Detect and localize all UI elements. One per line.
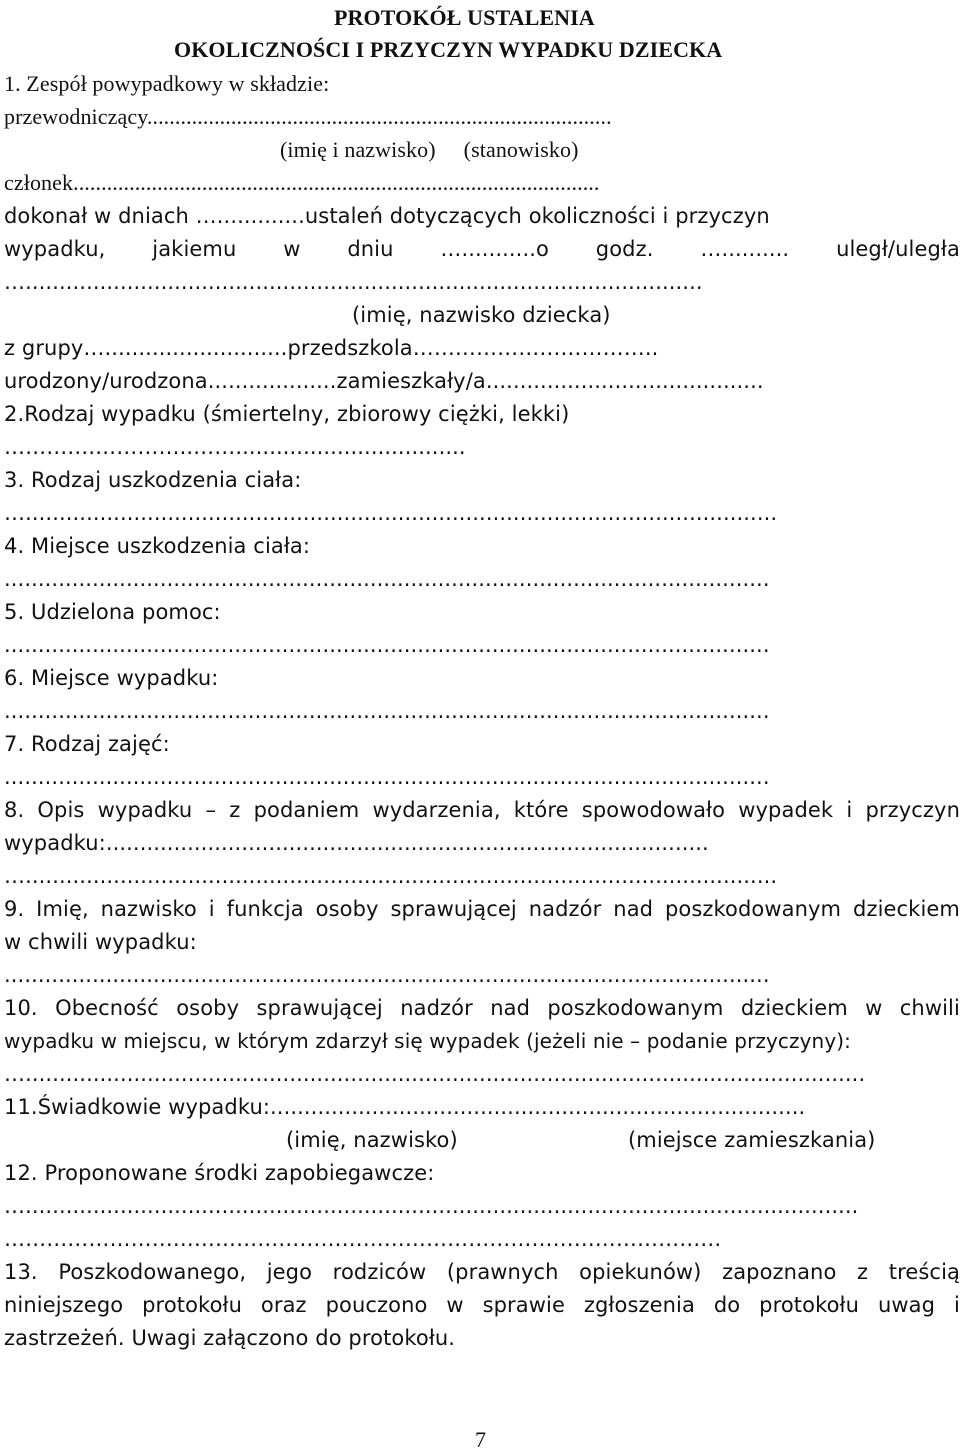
word: i — [846, 798, 853, 822]
section-3-heading: 3. Rodzaj uszkodzenia ciała: — [4, 468, 302, 492]
word: uległ/uległa — [836, 237, 960, 261]
word: 8. — [4, 798, 25, 822]
section-8-heading — [4, 794, 960, 826]
section-9-line-2: w chwili wypadku: — [4, 930, 197, 954]
word: jakiemu — [152, 237, 237, 261]
word: podaniem — [253, 798, 360, 822]
word: funkcja — [226, 897, 304, 921]
word: wydarzenia, — [372, 798, 501, 822]
word: w — [283, 237, 301, 261]
word: które — [513, 798, 569, 822]
word: z — [857, 1260, 869, 1284]
word: 13. — [4, 1260, 38, 1284]
section-3-field: …............................................................................................................... — [4, 501, 778, 525]
word: wypadek — [738, 798, 834, 822]
word: pouczono — [325, 1293, 428, 1317]
word: niniejszego — [4, 1293, 124, 1317]
word: Poszkodowanego, — [58, 1260, 247, 1284]
word: spowodowało — [581, 798, 726, 822]
section-4-heading: 4. Miejsce uszkodzenia ciała: — [4, 534, 311, 558]
born-line: urodzony/urodzona...................zamieszkały/a......................................... — [4, 369, 764, 393]
word: protokołu — [142, 1293, 242, 1317]
word: protokołu — [759, 1293, 860, 1317]
section-7-heading: 7. Rodzaj zajęć: — [4, 732, 170, 756]
word: godz. — [595, 237, 654, 261]
accident-date-line — [4, 233, 960, 265]
section-13-line-3: zastrzeżeń. Uwagi załączono do protokołu. — [4, 1326, 456, 1350]
section-12-field-1: …........................................................................................................................... — [4, 1194, 859, 1218]
word: treścią — [888, 1260, 960, 1284]
word: Obecność — [55, 996, 159, 1020]
section-2-field: ………….…………..…….................................. — [4, 435, 466, 459]
child-name-field: ….................................................................................................... — [4, 270, 703, 294]
word: w — [446, 1293, 464, 1317]
group-line: z grupy…...........................przedszkola…………………………….. — [4, 336, 659, 360]
word: poszkodowanym — [665, 897, 842, 921]
section-6-heading: 6. Miejsce wypadku: — [4, 666, 219, 690]
word: Opis — [37, 798, 85, 822]
word: 10. — [4, 996, 38, 1020]
section-9-field: ................................................................................................................. — [4, 963, 770, 987]
word: rodziców — [332, 1260, 427, 1284]
chairperson-caption: (imię i nazwisko) (stanowisko) — [280, 137, 579, 162]
section-9-heading — [4, 893, 960, 925]
word: osoby — [315, 897, 379, 921]
team-heading: 1. Zespół powypadkowy w składzie: — [4, 71, 330, 96]
word: ….......... — [700, 237, 790, 261]
word: z — [229, 798, 241, 822]
section-10-heading — [4, 992, 960, 1024]
section-12-heading: 12. Proponowane środki zapobiegawcze: — [4, 1161, 435, 1185]
word: dniu — [347, 237, 394, 261]
section-6-field: ................................................................................................................. — [4, 699, 770, 723]
section-10-field: …............................................................................................................................ — [4, 1062, 866, 1086]
page-number: 7 — [475, 1427, 487, 1452]
section-7-field: ................................................................................................................. — [4, 765, 770, 789]
word: i — [953, 1293, 960, 1317]
word: chwili — [899, 996, 960, 1020]
word: poszkodowanym — [547, 996, 724, 1020]
word: nad — [490, 996, 530, 1020]
word: 9. — [4, 897, 25, 921]
word: sprawującej — [256, 996, 383, 1020]
word: Imię, — [36, 897, 89, 921]
word: zapoznano — [722, 1260, 837, 1284]
member-field: członek.............................................................................................. — [4, 170, 600, 195]
section-11-caption-name: (imię, nazwisko) — [286, 1128, 458, 1152]
word: sprawującej — [390, 897, 517, 921]
section-4-field: ................................................................................................................. — [4, 567, 770, 591]
word: opiekunów) — [579, 1260, 702, 1284]
word: jego — [266, 1260, 313, 1284]
word: nad — [613, 897, 654, 921]
word: uwag — [877, 1293, 936, 1317]
word: oraz — [260, 1293, 307, 1317]
section-11-caption-address: (miejsce zamieszkania) — [628, 1128, 876, 1152]
section-5-heading: 5. Udzielona pomoc: — [4, 600, 221, 624]
section-11-heading: 11.Świadkowie wypadku:............................................................................... — [4, 1095, 806, 1119]
word: nadzór — [400, 996, 473, 1020]
word: dzieckiem — [853, 897, 960, 921]
word: dzieckiem — [740, 996, 848, 1020]
section-2-heading: 2.Rodzaj wypadku (śmiertelny, zbiorowy ciężki, lekki) — [4, 402, 570, 426]
word: wypadku, — [4, 237, 106, 261]
title-line-2: OKOLICZNOŚCI I PRZYCZYN WYPADKU DZIECKA — [174, 37, 723, 62]
section-8-field: …............................................................................................................... — [4, 864, 778, 888]
word: zgłoszenia — [583, 1293, 695, 1317]
section-8-line-2: wypadku:......................................................................................... — [4, 831, 709, 855]
section-12-field-2: ………………………………………………………………………………………… — [4, 1227, 722, 1251]
word: w — [865, 996, 883, 1020]
word: wypadku — [97, 798, 193, 822]
word: …...........o — [440, 237, 549, 261]
section-13-line-1 — [4, 1256, 960, 1288]
word: nazwisko — [100, 897, 197, 921]
word: przyczyn — [865, 798, 960, 822]
word: sprawie — [482, 1293, 565, 1317]
dates-line: dokonał w dniach ….............ustaleń dotyczących okoliczności i przyczyn — [4, 204, 770, 228]
section-13-line-2 — [4, 1289, 960, 1321]
word: (prawnych — [446, 1260, 559, 1284]
section-10-line-2: wypadku w miejscu, w którym zdarzył się wypadek (jeżeli nie – podanie przyczyny): — [4, 1029, 852, 1053]
word: do — [713, 1293, 741, 1317]
word: i — [208, 897, 215, 921]
title-line-1: PROTOKÓŁ USTALENIA — [334, 5, 595, 30]
section-5-field: ................................................................................................................. — [4, 633, 770, 657]
word: – — [205, 798, 217, 822]
word: osoby — [176, 996, 240, 1020]
chairperson-field: przewodniczący................................................................................... — [4, 104, 612, 129]
child-name-caption: (imię, nazwisko dziecka) — [352, 303, 611, 327]
word: nadzór — [528, 897, 602, 921]
